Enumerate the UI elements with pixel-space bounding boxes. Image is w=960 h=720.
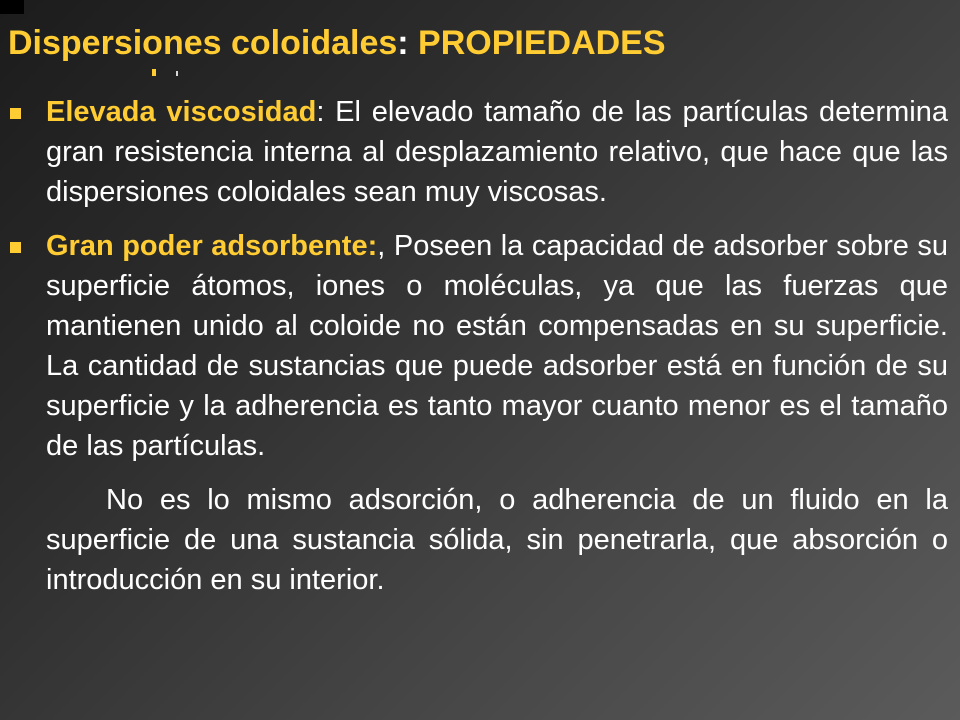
item-text: Poseen la capacidad de adsorber sobre su superficie átomos, iones o moléculas, ya que las fuerzas que mantienen unido al coloide no están compensadas en su superficie. La cantidad de sustancias que puede adsorber está en función de su superficie y la adherencia es tanto mayor cuanto menor es el tamaño de las partículas.: [46, 230, 948, 462]
square-bullet-icon: [10, 242, 21, 253]
title-dot: [176, 71, 178, 76]
title-colon: :: [397, 24, 409, 62]
bullet-item-adsorbent: [0, 226, 948, 466]
item-text: El elevado tamaño de las partículas determina gran resistencia interna al desplazamiento relativo, que hace que las dispersiones coloidales sean muy viscosas.: [46, 96, 949, 208]
corner-mark: [0, 0, 24, 14]
slide-content: [0, 92, 960, 600]
title-main: Dispersiones coloidales: [8, 24, 398, 62]
slide-title: [8, 18, 948, 68]
square-bullet-icon: [10, 108, 21, 119]
note-paragraph: No es lo mismo adsorción, o adherencia de un fluido en la superficie de una sustancia sólida, sin penetrarla, que absorción o introducción en su interior.: [46, 484, 948, 596]
item-punctuation: ,: [377, 230, 386, 262]
title-decoration: [152, 66, 182, 78]
title-highlight: PROPIEDADES: [408, 24, 666, 62]
title-dot: [152, 69, 156, 76]
item-label: Elevada viscosidad: [46, 96, 317, 128]
item-punctuation: :: [316, 96, 325, 128]
item-label: Gran poder adsorbente:: [46, 230, 378, 262]
bullet-item-viscosity: [0, 92, 948, 212]
